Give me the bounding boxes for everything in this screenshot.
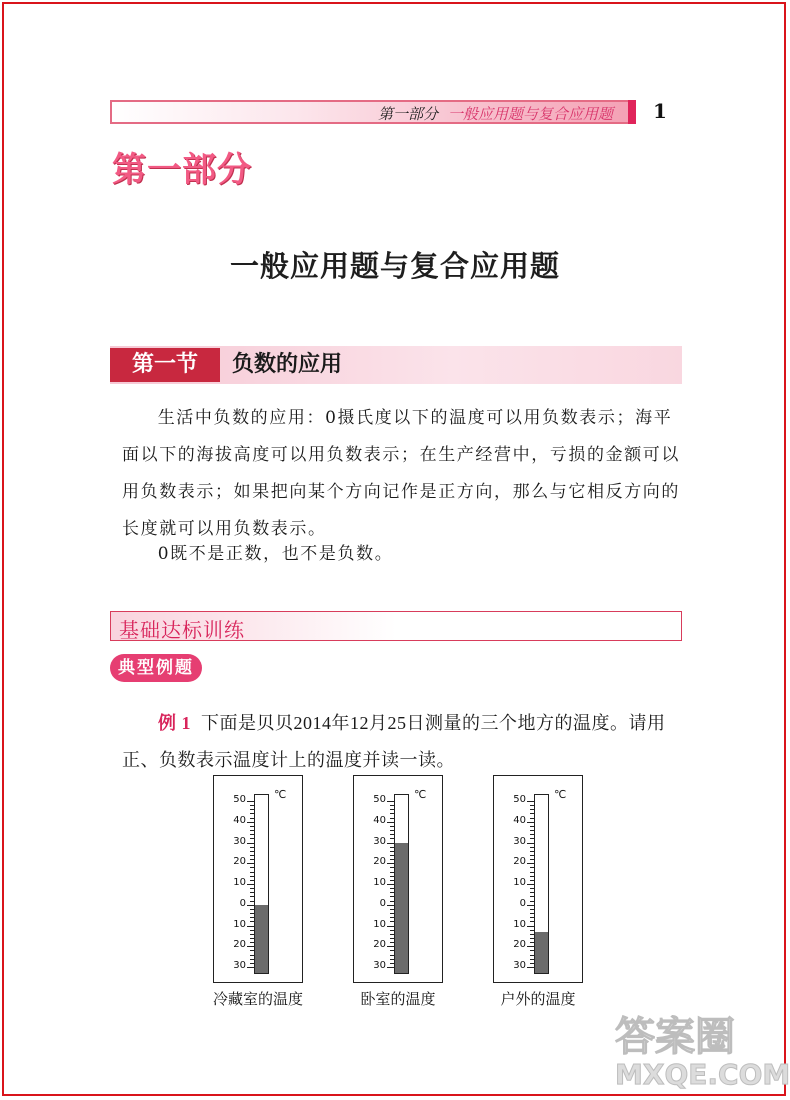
running-header — [110, 100, 635, 124]
minor-tick — [530, 942, 534, 943]
training-heading — [110, 611, 682, 641]
scale-label: 10 — [373, 877, 386, 888]
scale-label: 30 — [373, 835, 386, 847]
typical-example-tag: 典型例题 — [110, 654, 202, 682]
minor-tick — [530, 838, 534, 839]
minor-tick — [530, 955, 534, 956]
scale-label: 50 — [373, 794, 386, 805]
minor-tick — [530, 913, 534, 914]
scale-label: 10 — [233, 877, 246, 888]
thermometer-tube — [394, 794, 409, 974]
minor-tick — [530, 834, 534, 835]
minor-tick — [390, 826, 394, 827]
mercury-fill — [395, 843, 408, 974]
scale-label: 30 — [373, 960, 386, 971]
minor-tick — [250, 809, 254, 810]
minor-tick — [250, 938, 254, 939]
major-tick — [247, 801, 254, 802]
minor-tick — [390, 896, 394, 897]
minor-tick — [250, 888, 254, 889]
major-tick — [527, 863, 534, 864]
scale-label: 0 — [519, 897, 526, 909]
minor-tick — [530, 930, 534, 931]
major-tick — [247, 926, 254, 927]
major-tick — [527, 967, 534, 968]
minor-tick — [250, 913, 254, 914]
minor-tick — [390, 834, 394, 835]
major-tick — [387, 801, 394, 802]
minor-tick — [250, 880, 254, 881]
unit-label: ℃ — [414, 788, 427, 801]
example-text: 下面是贝贝2014年12月25日测量的三个地方的温度。请用正、负数表示温度计上的温度并读一读。 — [122, 713, 666, 770]
watermark-en: MXQE.COM — [615, 1058, 790, 1091]
scale-label: 20 — [233, 856, 246, 868]
major-tick — [247, 822, 254, 823]
scale-label: 10 — [513, 877, 526, 888]
minor-tick — [530, 809, 534, 810]
scale-label: 20 — [513, 939, 526, 951]
minor-tick — [390, 851, 394, 852]
minor-tick — [530, 805, 534, 806]
minor-tick — [390, 938, 394, 939]
minor-tick — [250, 963, 254, 964]
minor-tick — [390, 859, 394, 860]
minor-tick — [390, 855, 394, 856]
minor-tick — [530, 867, 534, 868]
minor-tick — [250, 867, 254, 868]
minor-tick — [250, 950, 254, 951]
minor-tick — [390, 805, 394, 806]
section-label: 第一节 — [110, 348, 220, 382]
minor-tick — [250, 892, 254, 893]
minor-tick — [390, 963, 394, 964]
minor-tick — [250, 901, 254, 902]
scale-label: 30 — [513, 835, 526, 847]
example-label: 例 1 — [158, 713, 191, 733]
minor-tick — [250, 855, 254, 856]
header-accent-bar — [628, 100, 636, 124]
scale-label: 40 — [233, 814, 246, 826]
scale-label: 30 — [233, 835, 246, 847]
minor-tick — [250, 942, 254, 943]
mercury-fill — [535, 932, 548, 973]
minor-tick — [250, 805, 254, 806]
minor-tick — [390, 818, 394, 819]
minor-tick — [530, 830, 534, 831]
section-heading — [110, 346, 682, 384]
minor-tick — [250, 818, 254, 819]
minor-tick — [250, 838, 254, 839]
paragraph-rules: 生活中负数的应用：0摄氏度以下的温度可以用负数表示；海平面以下的海拔高度可以用负数表示；在生产经营中，亏损的金额可以用负数表示；如果把向某个方向记作是正方向，那么与它相反方向的长度就可以用负数表示。 — [122, 408, 680, 539]
thermometer-tube — [254, 794, 269, 974]
minor-tick — [390, 872, 394, 873]
minor-tick — [250, 896, 254, 897]
minor-tick — [390, 809, 394, 810]
minor-tick — [530, 876, 534, 877]
minor-tick — [250, 921, 254, 922]
major-tick — [387, 822, 394, 823]
minor-tick — [530, 892, 534, 893]
minor-tick — [530, 921, 534, 922]
minor-tick — [530, 855, 534, 856]
minor-tick — [390, 876, 394, 877]
major-tick — [247, 967, 254, 968]
minor-tick — [530, 917, 534, 918]
training-heading-text: 基础达标训练 — [119, 618, 245, 642]
watermark-logo — [615, 1005, 790, 1091]
minor-tick — [390, 838, 394, 839]
thermometer-caption: 卧室的温度 — [360, 992, 436, 1008]
scale-label: 20 — [373, 856, 386, 868]
minor-tick — [250, 851, 254, 852]
major-tick — [387, 863, 394, 864]
minor-tick — [250, 934, 254, 935]
minor-tick — [530, 896, 534, 897]
minor-tick — [530, 880, 534, 881]
minor-tick — [250, 917, 254, 918]
thermometer-caption: 户外的温度 — [500, 992, 576, 1008]
minor-tick — [530, 909, 534, 910]
minor-tick — [250, 826, 254, 827]
minor-tick — [530, 826, 534, 827]
minor-tick — [250, 834, 254, 835]
minor-tick — [390, 921, 394, 922]
minor-tick — [530, 950, 534, 951]
minor-tick — [250, 909, 254, 910]
major-tick — [527, 884, 534, 885]
minor-tick — [390, 913, 394, 914]
mercury-fill — [255, 905, 268, 973]
minor-tick — [390, 888, 394, 889]
minor-tick — [390, 892, 394, 893]
scale-label: 40 — [513, 814, 526, 826]
minor-tick — [250, 955, 254, 956]
major-tick — [387, 926, 394, 927]
minor-tick — [390, 813, 394, 814]
header-subtitle: 一般应用题与复合应用题 — [447, 105, 613, 123]
minor-tick — [530, 847, 534, 848]
major-tick — [247, 946, 254, 947]
minor-tick — [530, 959, 534, 960]
minor-tick — [250, 930, 254, 931]
major-tick — [527, 946, 534, 947]
major-tick — [387, 884, 394, 885]
scale-label: 50 — [233, 794, 246, 805]
minor-tick — [530, 938, 534, 939]
major-tick — [247, 884, 254, 885]
thermometer — [353, 775, 443, 983]
major-tick — [387, 843, 394, 844]
minor-tick — [250, 959, 254, 960]
thermometer-tube — [534, 794, 549, 974]
major-tick — [527, 801, 534, 802]
minor-tick — [250, 847, 254, 848]
thermometer — [213, 775, 303, 983]
major-tick — [527, 843, 534, 844]
scale-label: 10 — [373, 918, 386, 930]
minor-tick — [390, 867, 394, 868]
unit-label: ℃ — [274, 788, 287, 801]
scale-label: 20 — [513, 856, 526, 868]
minor-tick — [390, 917, 394, 918]
minor-tick — [390, 934, 394, 935]
major-tick — [527, 905, 534, 906]
page-number: 1 — [653, 99, 667, 123]
minor-tick — [390, 901, 394, 902]
minor-tick — [390, 930, 394, 931]
minor-tick — [390, 959, 394, 960]
minor-tick — [250, 859, 254, 860]
section-title: 负数的应用 — [232, 352, 343, 377]
thermometer — [493, 775, 583, 983]
thermometer-caption: 冷藏室的温度 — [212, 992, 303, 1008]
major-tick — [527, 926, 534, 927]
scale-label: 30 — [513, 960, 526, 971]
minor-tick — [530, 818, 534, 819]
minor-tick — [390, 847, 394, 848]
scale-label: 40 — [373, 814, 386, 826]
minor-tick — [390, 950, 394, 951]
scale-label: 10 — [513, 918, 526, 930]
minor-tick — [530, 851, 534, 852]
minor-tick — [250, 830, 254, 831]
major-tick — [247, 863, 254, 864]
major-tick — [387, 905, 394, 906]
major-tick — [247, 905, 254, 906]
main-title: 一般应用题与复合应用题 — [229, 249, 560, 283]
minor-tick — [530, 888, 534, 889]
scale-label: 0 — [239, 897, 246, 909]
scale-label: 20 — [373, 939, 386, 951]
scale-label: 30 — [233, 960, 246, 971]
minor-tick — [250, 872, 254, 873]
unit-label: ℃ — [554, 788, 567, 801]
minor-tick — [390, 955, 394, 956]
major-tick — [387, 967, 394, 968]
minor-tick — [530, 963, 534, 964]
minor-tick — [530, 872, 534, 873]
minor-tick — [390, 830, 394, 831]
minor-tick — [250, 876, 254, 877]
scale-label: 0 — [379, 897, 386, 909]
minor-tick — [390, 880, 394, 881]
minor-tick — [530, 901, 534, 902]
paragraph-zero: 0既不是正数，也不是负数。 — [157, 544, 394, 564]
scale-label: 50 — [513, 794, 526, 805]
major-tick — [387, 946, 394, 947]
minor-tick — [530, 859, 534, 860]
major-tick — [527, 822, 534, 823]
minor-tick — [530, 934, 534, 935]
minor-tick — [530, 813, 534, 814]
minor-tick — [390, 942, 394, 943]
minor-tick — [250, 813, 254, 814]
minor-tick — [390, 909, 394, 910]
scale-label: 20 — [233, 939, 246, 951]
part-title: 第一部分 — [112, 150, 252, 190]
header-part: 第一部分 — [377, 105, 438, 123]
example-1 — [122, 705, 684, 779]
major-tick — [247, 843, 254, 844]
scale-label: 10 — [233, 918, 246, 930]
watermark-cn: 答案圈 — [615, 1014, 735, 1060]
